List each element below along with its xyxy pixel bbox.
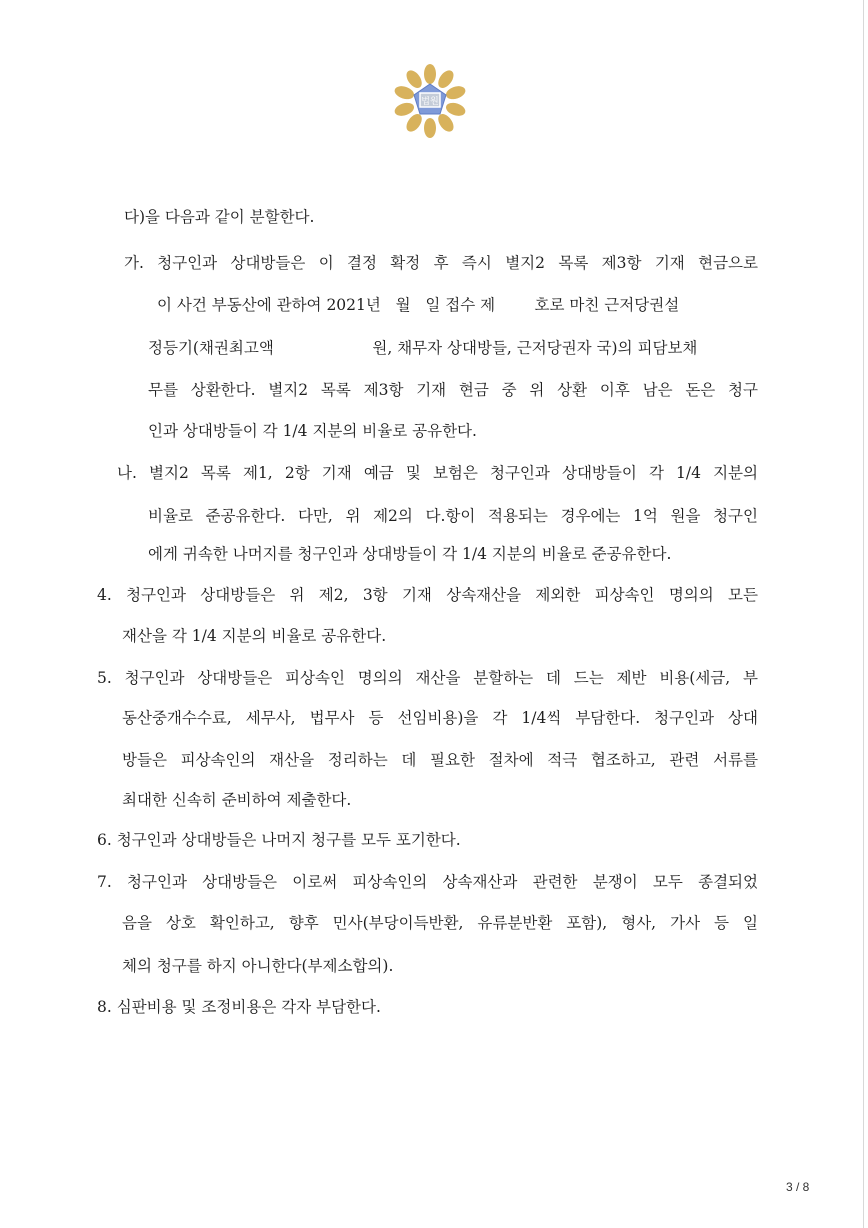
- text-line: 6. 청구인과 상대방들은 나머지 청구를 모두 포기한다.: [97, 831, 461, 849]
- text-line: 동산중개수수료, 세무사, 법무사 등 선임비용)을 각 1/4씩 부담한다. 청구인과 상대: [122, 709, 758, 727]
- text-line: 나. 별지2 목록 제1, 2항 기재 예금 및 보험은 청구인과 상대방들이 각 1/4 지분의: [117, 464, 758, 482]
- page-edge-line: [863, 0, 864, 1228]
- page-number: 3 / 8: [786, 1180, 810, 1194]
- text-line: 체의 청구를 하지 아니한다(부제소합의).: [122, 957, 394, 975]
- emblem-petal: [424, 64, 436, 84]
- text-line: 다)을 다음과 같이 분할한다.: [124, 208, 315, 226]
- court-emblem-icon: [391, 62, 469, 140]
- emblem-text: 법원: [421, 97, 439, 107]
- text-line: 방들은 피상속인의 재산을 정리하는 데 필요한 절차에 적극 협조하고, 관련 서류를: [122, 751, 758, 769]
- text-line: 인과 상대방들이 각 1/4 지분의 비율로 공유한다.: [148, 422, 477, 440]
- text-line: 5. 청구인과 상대방들은 피상속인 명의의 재산을 분할하는 데 드는 제반 비용(세금, 부: [97, 669, 758, 687]
- text-line: 재산을 각 1/4 지분의 비율로 공유한다.: [122, 627, 387, 645]
- text-line: 에게 귀속한 나머지를 청구인과 상대방들이 각 1/4 지분의 비율로 준공유한다.: [148, 545, 672, 563]
- text-line: 무를 상환한다. 별지2 목록 제3항 기재 현금 중 위 상환 이후 남은 돈은 청구: [148, 381, 758, 399]
- text-line: 4. 청구인과 상대방들은 위 제2, 3항 기재 상속재산을 제외한 피상속인 명의의 모든: [97, 586, 758, 604]
- emblem-petal: [444, 84, 467, 102]
- emblem-petal: [393, 101, 416, 119]
- text-line: 7. 청구인과 상대방들은 이로써 피상속인의 상속재산과 관련한 분쟁이 모두 종결되었: [97, 873, 758, 891]
- text-line: 음을 상호 확인하고, 향후 민사(부당이득반환, 유류분반환 포함), 형사, 가사 등 일: [122, 914, 758, 932]
- text-line: 최대한 신속히 준비하여 제출한다.: [122, 791, 352, 809]
- text-line: 가. 청구인과 상대방들은 이 결정 확정 후 즉시 별지2 목록 제3항 기재 현금으로: [124, 254, 758, 272]
- text-line: 8. 심판비용 및 조정비용은 각자 부담한다.: [97, 998, 381, 1016]
- emblem-petal: [393, 84, 416, 102]
- text-line: 비율로 준공유한다. 다만, 위 제2의 다.항이 적용되는 경우에는 1억 원을 청구인: [148, 507, 758, 525]
- emblem-petal: [444, 101, 467, 119]
- text-line: 정등기(채권최고액 원, 채무자 상대방들, 근저당권자 국)의 피담보채: [148, 339, 698, 357]
- text-line: 이 사건 부동산에 관하여 2021년 월 일 접수 제 호로 마친 근저당권설: [157, 296, 680, 314]
- emblem-petal: [424, 118, 436, 138]
